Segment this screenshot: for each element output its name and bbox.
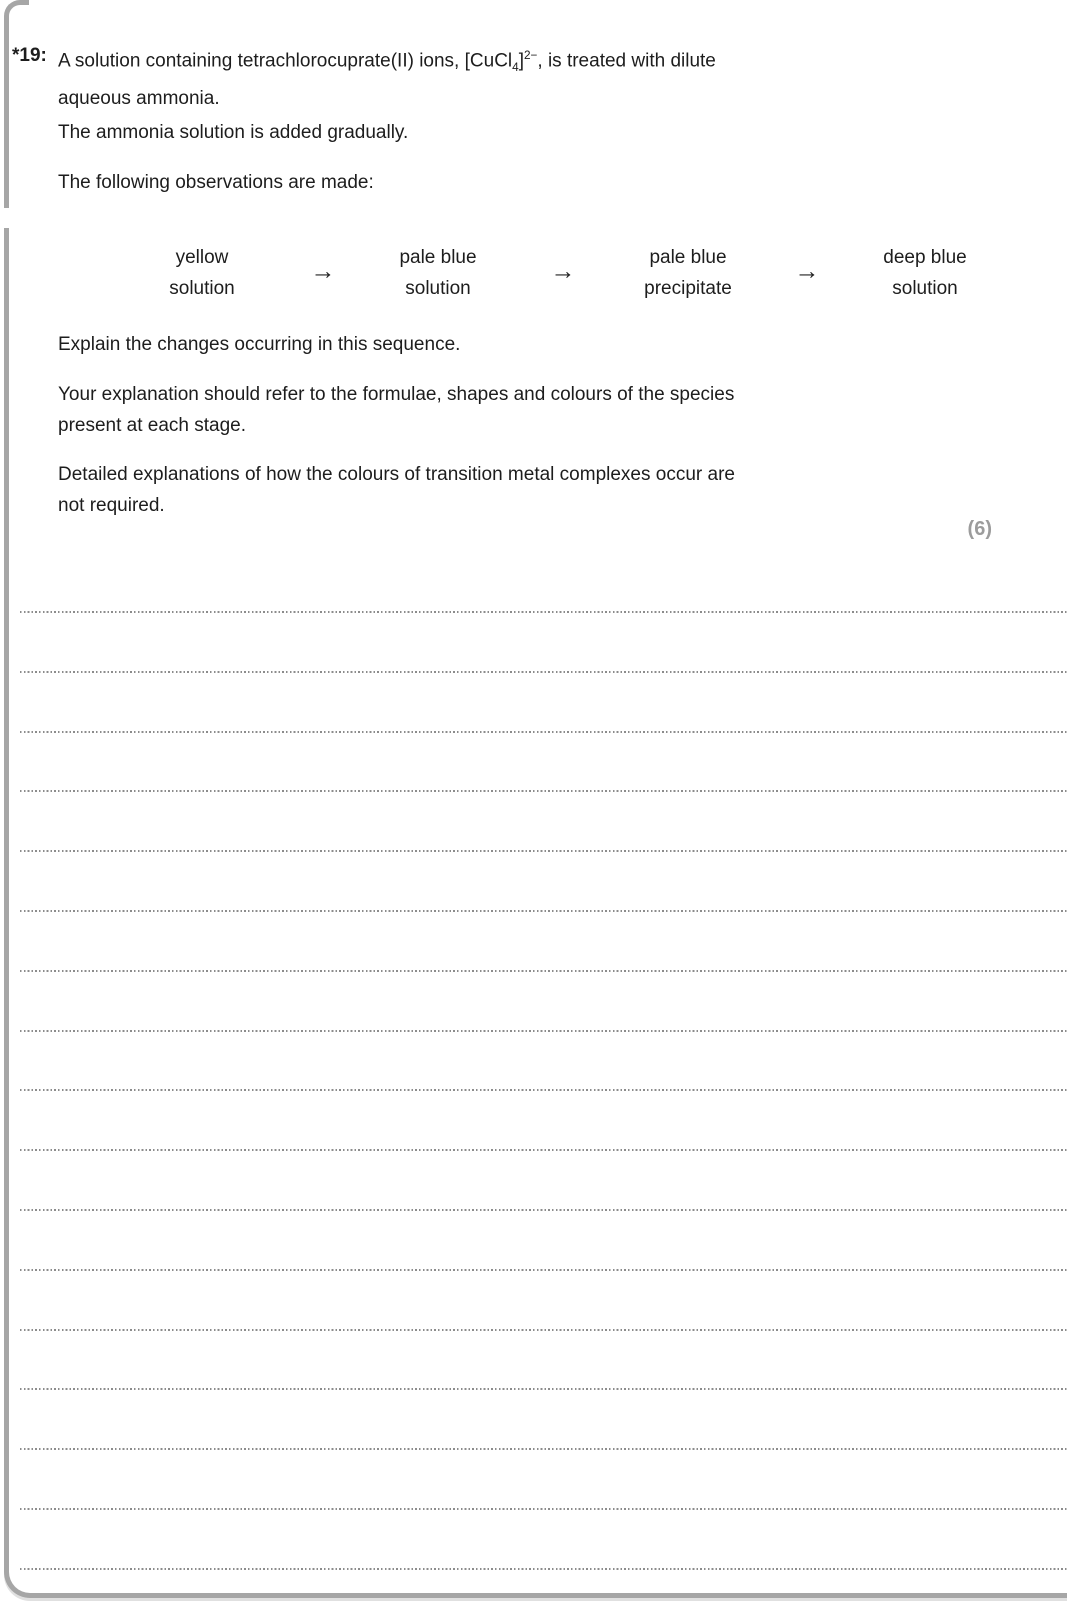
question-intro [58, 40, 958, 114]
para-observations: The following observations are made: [58, 172, 374, 193]
right-arrow-icon: → [550, 257, 576, 285]
sequence-stage-yellow-solution [92, 242, 312, 304]
answer-line[interactable] [20, 1448, 1067, 1450]
formula-subscript: 4 [512, 61, 519, 75]
formula-close: ] [518, 50, 524, 72]
para-detail [58, 459, 958, 521]
answer-line[interactable] [20, 790, 1067, 792]
para-detail-line1: Detailed explanations of how the colours of transition metal complexes occur are [58, 464, 735, 485]
formula-open: [CuCl [464, 50, 513, 72]
answer-line[interactable] [20, 1209, 1067, 1211]
intro-text-post: , is treated with dilute [537, 50, 716, 72]
answer-line[interactable] [20, 1269, 1067, 1271]
answer-line[interactable] [20, 1089, 1067, 1091]
page-border-left-segment [4, 20, 9, 208]
sequence-stage-pale-blue-solution [328, 242, 548, 304]
stage-line1: pale blue [649, 247, 727, 268]
stage-line2: precipitate [644, 278, 732, 299]
stage-line2: solution [892, 278, 958, 299]
stage-line1: pale blue [399, 247, 477, 268]
answer-line[interactable] [20, 611, 1067, 613]
stage-line1: yellow [175, 247, 229, 268]
stage-line2: solution [169, 278, 235, 299]
answer-line[interactable] [20, 970, 1067, 972]
answer-line[interactable] [20, 731, 1067, 733]
para-refer [58, 379, 958, 441]
answer-line[interactable] [20, 850, 1067, 852]
answer-line[interactable] [20, 1149, 1067, 1151]
para-ammonia-gradual: The ammonia solution is added gradually. [58, 122, 409, 143]
answer-line[interactable] [20, 1030, 1067, 1032]
question-number: *19: [12, 45, 47, 66]
stage-line1: deep blue [883, 247, 967, 268]
stage-line2: solution [405, 278, 471, 299]
intro-line2: aqueous ammonia. [58, 88, 220, 110]
answer-line[interactable] [20, 671, 1067, 673]
sequence-stage-pale-blue-precipitate [578, 242, 798, 304]
para-refer-line1: Your explanation should refer to the formulae, shapes and colours of the species [58, 384, 735, 405]
formula-superscript: 2− [523, 49, 538, 62]
para-explain: Explain the changes occurring in this sequence. [58, 334, 461, 355]
para-refer-line2: present at each stage. [58, 415, 247, 436]
intro-text-pre: A solution containing tetrachlorocuprate(II) ions, [58, 50, 465, 72]
answer-line[interactable] [20, 1388, 1067, 1390]
answer-line[interactable] [20, 1568, 1067, 1570]
sequence-stage-deep-blue-solution [815, 242, 1035, 304]
answer-line[interactable] [20, 1329, 1067, 1331]
answer-line[interactable] [20, 1508, 1067, 1510]
answer-line[interactable] [20, 910, 1067, 912]
para-detail-line2: not required. [58, 495, 165, 516]
right-arrow-icon: → [310, 257, 336, 285]
marks-badge: (6) [967, 518, 992, 540]
right-arrow-icon: → [794, 257, 820, 285]
